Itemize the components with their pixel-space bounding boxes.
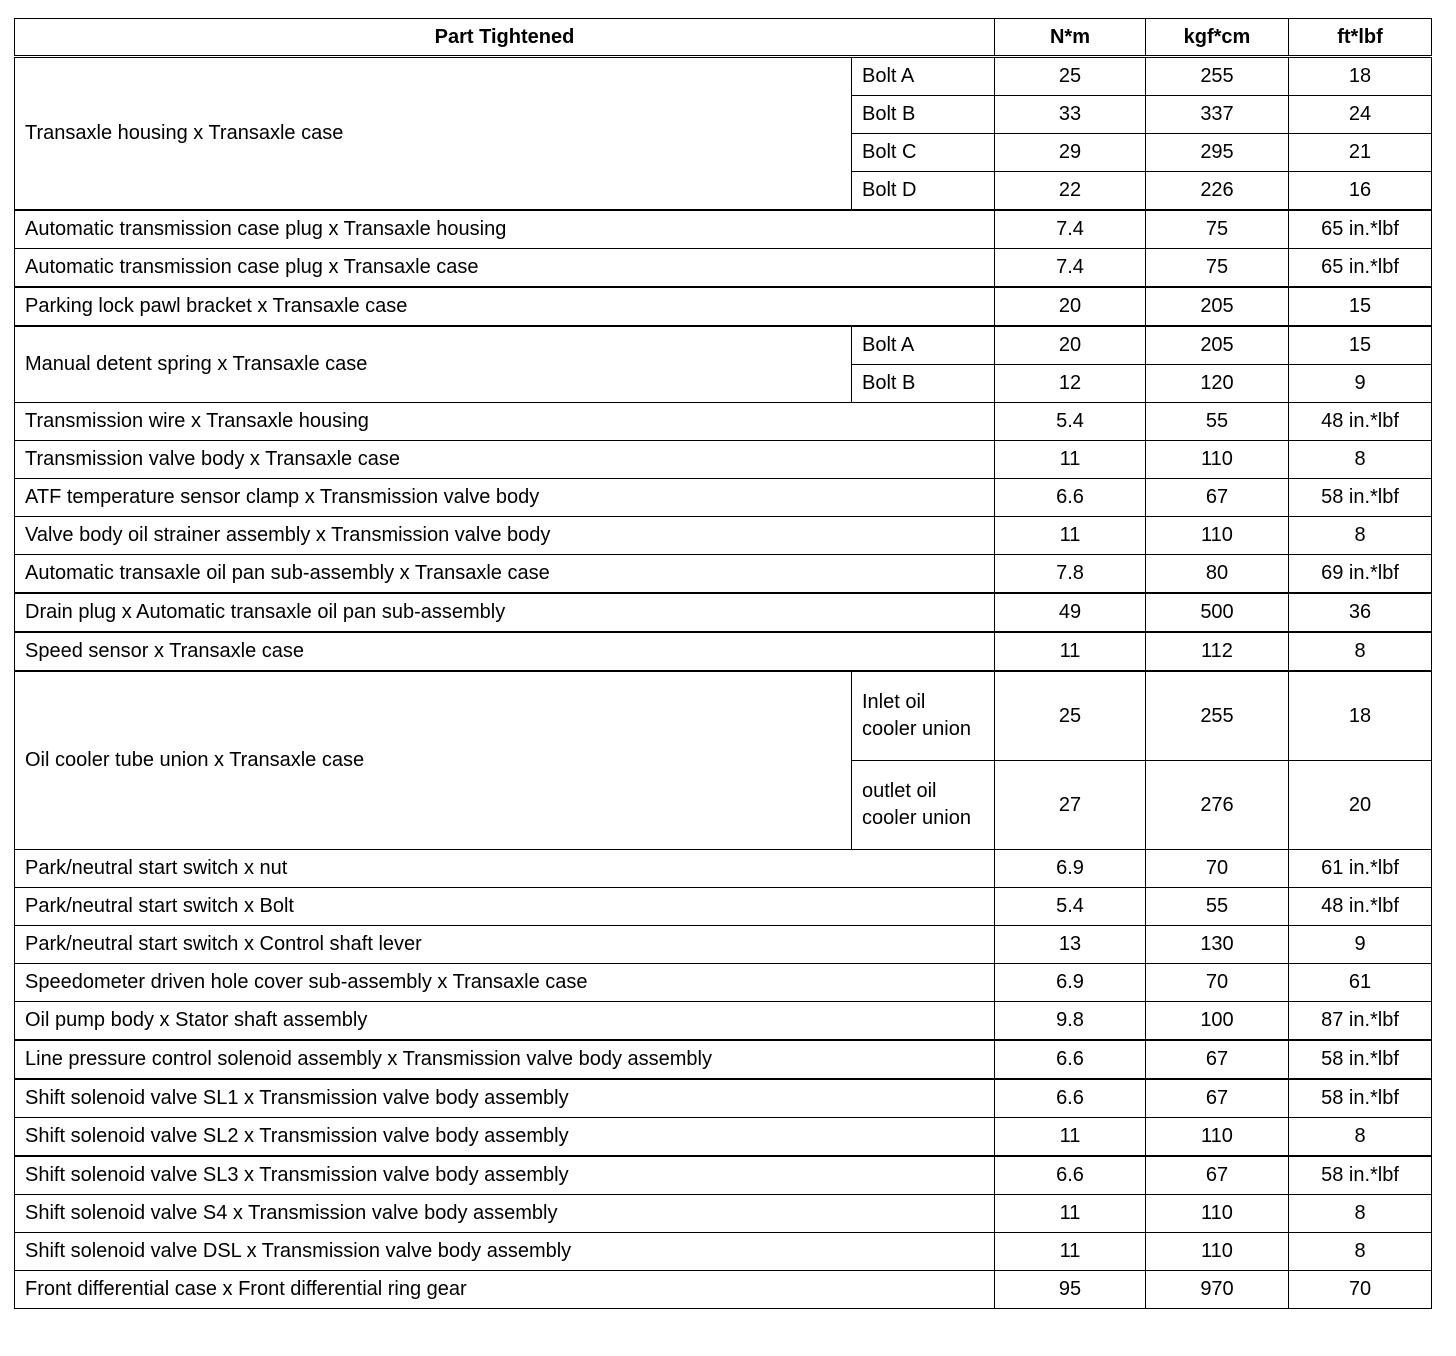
kgfcm-cell: 75	[1146, 210, 1289, 249]
kgfcm-cell: 255	[1146, 671, 1289, 761]
ftlbf-cell: 61	[1289, 964, 1432, 1002]
ftlbf-cell: 18	[1289, 57, 1432, 96]
table-row	[15, 1118, 1432, 1157]
nm-cell: 6.9	[995, 964, 1146, 1002]
part-name-cell: Transmission wire x Transaxle housing	[15, 403, 995, 441]
table-row	[15, 964, 1432, 1002]
table-row	[15, 1079, 1432, 1118]
part-name-cell: ATF temperature sensor clamp x Transmission valve body	[15, 479, 995, 517]
part-name-cell: Oil pump body x Stator shaft assembly	[15, 1002, 995, 1041]
ftlbf-cell: 48 in.*lbf	[1289, 888, 1432, 926]
sub-part-cell: Bolt D	[852, 172, 995, 211]
kgfcm-cell: 226	[1146, 172, 1289, 211]
kgfcm-cell: 205	[1146, 287, 1289, 326]
part-name-cell: Transmission valve body x Transaxle case	[15, 441, 995, 479]
sub-part-cell: Bolt A	[852, 57, 995, 96]
ftlbf-cell: 87 in.*lbf	[1289, 1002, 1432, 1041]
nm-cell: 6.6	[995, 1040, 1146, 1079]
ftlbf-cell: 21	[1289, 134, 1432, 172]
nm-cell: 7.4	[995, 249, 1146, 288]
part-name-cell: Valve body oil strainer assembly x Transmission valve body	[15, 517, 995, 555]
header-row	[15, 19, 1432, 57]
kgfcm-cell: 80	[1146, 555, 1289, 594]
ftlbf-cell: 58 in.*lbf	[1289, 1040, 1432, 1079]
nm-cell: 11	[995, 632, 1146, 671]
table-row	[15, 1002, 1432, 1041]
ftlbf-cell: 8	[1289, 1118, 1432, 1157]
ftlbf-cell: 18	[1289, 671, 1432, 761]
ftlbf-cell: 24	[1289, 96, 1432, 134]
part-name-cell: Automatic transmission case plug x Transaxle housing	[15, 210, 995, 249]
sub-part-cell: Bolt A	[852, 326, 995, 365]
kgfcm-cell: 70	[1146, 964, 1289, 1002]
part-name-cell: Park/neutral start switch x Control shaft lever	[15, 926, 995, 964]
ftlbf-cell: 16	[1289, 172, 1432, 211]
kgfcm-cell: 70	[1146, 850, 1289, 888]
nm-cell: 20	[995, 287, 1146, 326]
part-name-cell: Manual detent spring x Transaxle case	[15, 326, 852, 403]
nm-cell: 7.8	[995, 555, 1146, 594]
part-name-cell: Line pressure control solenoid assembly x Transmission valve body assembly	[15, 1040, 995, 1079]
ftlbf-cell: 58 in.*lbf	[1289, 1079, 1432, 1118]
table-row	[15, 888, 1432, 926]
part-name-cell: Park/neutral start switch x Bolt	[15, 888, 995, 926]
table-row	[15, 1195, 1432, 1233]
kgfcm-cell: 205	[1146, 326, 1289, 365]
kgfcm-cell: 255	[1146, 57, 1289, 96]
part-name-cell: Front differential case x Front differential ring gear	[15, 1271, 995, 1309]
header-ftlbf: ft*lbf	[1289, 19, 1432, 57]
table-row	[15, 57, 1432, 96]
nm-cell: 6.6	[995, 1156, 1146, 1195]
kgfcm-cell: 67	[1146, 1079, 1289, 1118]
table-row	[15, 593, 1432, 632]
nm-cell: 95	[995, 1271, 1146, 1309]
kgfcm-cell: 67	[1146, 479, 1289, 517]
kgfcm-cell: 110	[1146, 1118, 1289, 1157]
nm-cell: 5.4	[995, 888, 1146, 926]
kgfcm-cell: 67	[1146, 1040, 1289, 1079]
table-row	[15, 1156, 1432, 1195]
ftlbf-cell: 8	[1289, 441, 1432, 479]
table-row	[15, 926, 1432, 964]
ftlbf-cell: 9	[1289, 926, 1432, 964]
part-name-cell: Drain plug x Automatic transaxle oil pan sub-assembly	[15, 593, 995, 632]
table-row	[15, 210, 1432, 249]
nm-cell: 11	[995, 441, 1146, 479]
kgfcm-cell: 110	[1146, 517, 1289, 555]
part-name-cell: Automatic transaxle oil pan sub-assembly x Transaxle case	[15, 555, 995, 594]
table-row	[15, 517, 1432, 555]
kgfcm-cell: 55	[1146, 888, 1289, 926]
nm-cell: 13	[995, 926, 1146, 964]
part-name-cell: Speedometer driven hole cover sub-assembly x Transaxle case	[15, 964, 995, 1002]
ftlbf-cell: 8	[1289, 632, 1432, 671]
part-name-cell: Transaxle housing x Transaxle case	[15, 57, 852, 211]
ftlbf-cell: 15	[1289, 287, 1432, 326]
table-row	[15, 632, 1432, 671]
part-name-cell: Shift solenoid valve DSL x Transmission valve body assembly	[15, 1233, 995, 1271]
table-row	[15, 1271, 1432, 1309]
nm-cell: 12	[995, 365, 1146, 403]
ftlbf-cell: 20	[1289, 761, 1432, 850]
ftlbf-cell: 70	[1289, 1271, 1432, 1309]
ftlbf-cell: 58 in.*lbf	[1289, 479, 1432, 517]
kgfcm-cell: 55	[1146, 403, 1289, 441]
kgfcm-cell: 500	[1146, 593, 1289, 632]
part-name-cell: Park/neutral start switch x nut	[15, 850, 995, 888]
sub-part-cell: Inlet oil cooler union	[852, 671, 995, 761]
nm-cell: 5.4	[995, 403, 1146, 441]
table-row	[15, 479, 1432, 517]
nm-cell: 6.6	[995, 479, 1146, 517]
ftlbf-cell: 36	[1289, 593, 1432, 632]
header-nm: N*m	[995, 19, 1146, 57]
nm-cell: 33	[995, 96, 1146, 134]
ftlbf-cell: 58 in.*lbf	[1289, 1156, 1432, 1195]
nm-cell: 25	[995, 671, 1146, 761]
nm-cell: 9.8	[995, 1002, 1146, 1041]
kgfcm-cell: 276	[1146, 761, 1289, 850]
kgfcm-cell: 130	[1146, 926, 1289, 964]
nm-cell: 6.6	[995, 1079, 1146, 1118]
kgfcm-cell: 67	[1146, 1156, 1289, 1195]
kgfcm-cell: 337	[1146, 96, 1289, 134]
kgfcm-cell: 100	[1146, 1002, 1289, 1041]
part-name-cell: Shift solenoid valve SL1 x Transmission valve body assembly	[15, 1079, 995, 1118]
sub-part-cell: outlet oil cooler union	[852, 761, 995, 850]
ftlbf-cell: 9	[1289, 365, 1432, 403]
sub-part-cell: Bolt B	[852, 96, 995, 134]
part-name-cell: Automatic transmission case plug x Transaxle case	[15, 249, 995, 288]
ftlbf-cell: 65 in.*lbf	[1289, 210, 1432, 249]
kgfcm-cell: 112	[1146, 632, 1289, 671]
kgfcm-cell: 970	[1146, 1271, 1289, 1309]
table-row	[15, 403, 1432, 441]
nm-cell: 49	[995, 593, 1146, 632]
table-row	[15, 287, 1432, 326]
nm-cell: 11	[995, 1195, 1146, 1233]
part-name-cell: Speed sensor x Transaxle case	[15, 632, 995, 671]
part-name-cell: Shift solenoid valve SL2 x Transmission valve body assembly	[15, 1118, 995, 1157]
nm-cell: 6.9	[995, 850, 1146, 888]
nm-cell: 11	[995, 517, 1146, 555]
header-part-tightened: Part Tightened	[15, 19, 995, 57]
table-row	[15, 249, 1432, 288]
torque-spec-table	[14, 18, 1432, 1309]
part-name-cell: Parking lock pawl bracket x Transaxle case	[15, 287, 995, 326]
kgfcm-cell: 120	[1146, 365, 1289, 403]
ftlbf-cell: 48 in.*lbf	[1289, 403, 1432, 441]
part-name-cell: Oil cooler tube union x Transaxle case	[15, 671, 852, 850]
ftlbf-cell: 8	[1289, 517, 1432, 555]
ftlbf-cell: 61 in.*lbf	[1289, 850, 1432, 888]
ftlbf-cell: 65 in.*lbf	[1289, 249, 1432, 288]
ftlbf-cell: 8	[1289, 1195, 1432, 1233]
kgfcm-cell: 110	[1146, 1195, 1289, 1233]
table-row	[15, 441, 1432, 479]
table-row	[15, 671, 1432, 761]
kgfcm-cell: 110	[1146, 1233, 1289, 1271]
ftlbf-cell: 69 in.*lbf	[1289, 555, 1432, 594]
part-name-cell: Shift solenoid valve S4 x Transmission valve body assembly	[15, 1195, 995, 1233]
nm-cell: 20	[995, 326, 1146, 365]
kgfcm-cell: 295	[1146, 134, 1289, 172]
table-body	[15, 57, 1432, 1309]
kgfcm-cell: 75	[1146, 249, 1289, 288]
table-row	[15, 326, 1432, 365]
nm-cell: 22	[995, 172, 1146, 211]
sub-part-cell: Bolt C	[852, 134, 995, 172]
table-row	[15, 1040, 1432, 1079]
table-row	[15, 555, 1432, 594]
header-kgfcm: kgf*cm	[1146, 19, 1289, 57]
table-row	[15, 1233, 1432, 1271]
nm-cell: 27	[995, 761, 1146, 850]
nm-cell: 11	[995, 1233, 1146, 1271]
kgfcm-cell: 110	[1146, 441, 1289, 479]
nm-cell: 11	[995, 1118, 1146, 1157]
part-name-cell: Shift solenoid valve SL3 x Transmission valve body assembly	[15, 1156, 995, 1195]
sub-part-cell: Bolt B	[852, 365, 995, 403]
table-row	[15, 850, 1432, 888]
nm-cell: 25	[995, 57, 1146, 96]
nm-cell: 7.4	[995, 210, 1146, 249]
ftlbf-cell: 8	[1289, 1233, 1432, 1271]
ftlbf-cell: 15	[1289, 326, 1432, 365]
nm-cell: 29	[995, 134, 1146, 172]
